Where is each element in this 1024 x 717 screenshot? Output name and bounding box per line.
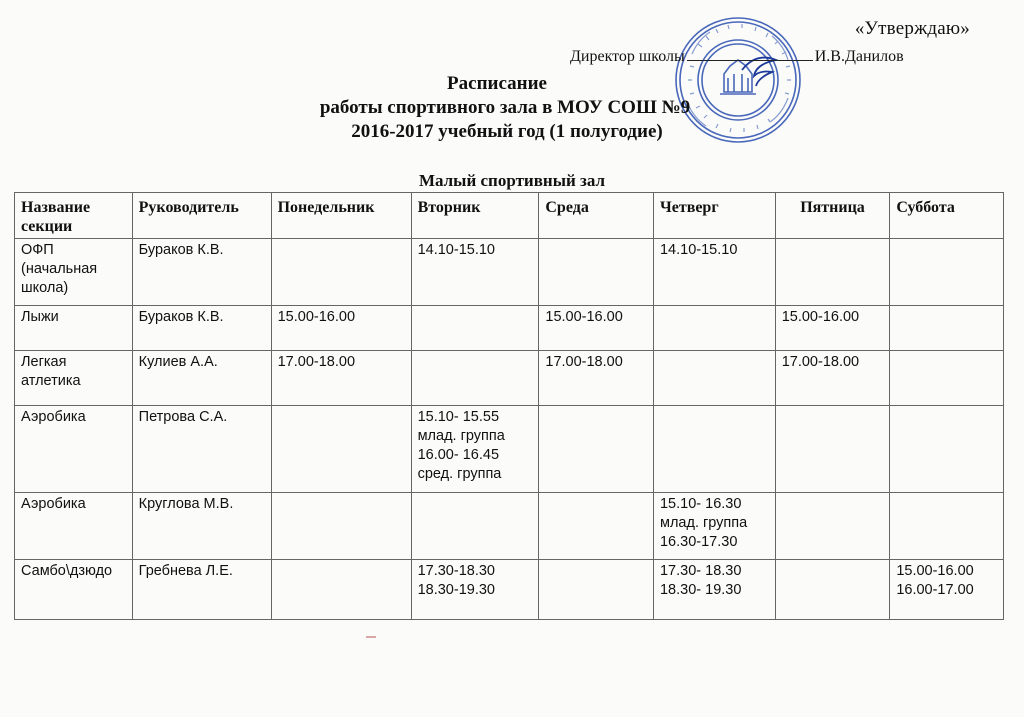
table-row [15, 306, 1004, 351]
time-line: 17.30- 18.30 [659, 563, 742, 579]
cell-thursday [653, 560, 775, 620]
cell-section: Самбо\дзюдо [15, 560, 133, 620]
cell-wednesday [539, 560, 654, 620]
cell-monday [271, 493, 411, 560]
group-line: млад. группа [417, 428, 505, 444]
document-title [0, 72, 1024, 144]
cell-saturday [890, 239, 1004, 306]
header-saturday: Суббота [890, 193, 1004, 239]
cell-tuesday [411, 351, 539, 406]
cell-friday [775, 239, 890, 306]
cell-wednesday [539, 493, 654, 560]
cell-thursday [653, 306, 775, 351]
cell-saturday [890, 306, 1004, 351]
cell-leader: Круглова М.В. [132, 493, 271, 560]
cell-tuesday [411, 306, 539, 351]
cell-saturday [890, 406, 1004, 493]
time-line: 15.10- 15.55 [417, 409, 500, 425]
cell-thursday [653, 406, 775, 493]
cell-section: Лыжи [15, 306, 133, 351]
cell-saturday [890, 560, 1004, 620]
cell-friday: 15.00-16.00 [775, 306, 890, 351]
table-row [15, 406, 1004, 493]
cell-monday: 15.00-16.00 [271, 306, 411, 351]
table-row [15, 560, 1004, 620]
cell-leader: Кулиев А.А. [132, 351, 271, 406]
cell-leader: Гребнева Л.Е. [132, 560, 271, 620]
time-line: 15.10- 16.30 [659, 496, 742, 512]
cell-saturday [890, 351, 1004, 406]
header-section: Название секции [15, 193, 133, 239]
time-line: 18.30- 19.30 [659, 582, 742, 598]
cell-wednesday [539, 239, 654, 306]
cell-section: Аэробика [15, 406, 133, 493]
title-line-3: 2016-2017 учебный год (1 полугодие) [351, 121, 663, 142]
time-line: 16.00- 16.45 [417, 447, 500, 463]
schedule-table [14, 192, 1004, 620]
cell-tuesday [411, 406, 539, 493]
paper-mark [366, 636, 376, 638]
cell-tuesday [411, 493, 539, 560]
signature-underline [687, 46, 813, 61]
table-row [15, 493, 1004, 560]
approval-heading: «Утверждаю» [854, 18, 970, 39]
cell-leader: Бураков К.В. [132, 239, 271, 306]
cell-friday: 17.00-18.00 [775, 351, 890, 406]
cell-saturday [890, 493, 1004, 560]
hall-name: Малый спортивный зал [418, 171, 606, 190]
time-line: 17.30-18.30 [417, 563, 495, 579]
cell-wednesday: 15.00-16.00 [539, 306, 654, 351]
table-row [15, 239, 1004, 306]
table-row [15, 351, 1004, 406]
cell-thursday [653, 493, 775, 560]
table-header-row [15, 193, 1004, 239]
header-thursday: Четверг [653, 193, 775, 239]
cell-friday [775, 406, 890, 493]
header-monday: Понедельник [271, 193, 411, 239]
title-line-1: Расписание [447, 73, 547, 94]
cell-friday [775, 493, 890, 560]
cell-tuesday: 14.10-15.10 [411, 239, 539, 306]
cell-monday [271, 406, 411, 493]
cell-section: ОФП (начальная школа) [15, 239, 133, 306]
cell-wednesday: 17.00-18.00 [539, 351, 654, 406]
cell-friday [775, 560, 890, 620]
title-line-2: работы спортивного зала в МОУ СОШ №9 [319, 97, 691, 118]
cell-section: Аэробика [15, 493, 133, 560]
header-friday: Пятница [775, 193, 890, 239]
cell-thursday: 14.10-15.10 [653, 239, 775, 306]
cell-leader: Петрова С.А. [132, 406, 271, 493]
time-line: 18.30-19.30 [417, 582, 495, 598]
group-line: сред. группа [417, 466, 502, 482]
header-tuesday: Вторник [411, 193, 539, 239]
cell-monday [271, 239, 411, 306]
group-line: млад. группа [659, 515, 748, 531]
cell-section: Легкая атлетика [15, 351, 133, 406]
header-leader: Руководитель [132, 193, 271, 239]
director-signature-line [570, 46, 904, 66]
time-line: 16.30-17.30 [659, 534, 738, 550]
header-wednesday: Среда [539, 193, 654, 239]
director-label: Директор школы [570, 48, 685, 65]
cell-tuesday [411, 560, 539, 620]
cell-leader: Бураков К.В. [132, 306, 271, 351]
time-line: 15.00-16.00 [896, 563, 974, 579]
director-name: И.В.Данилов [814, 48, 904, 65]
time-line: 16.00-17.00 [896, 582, 974, 598]
cell-wednesday [539, 406, 654, 493]
cell-monday: 17.00-18.00 [271, 351, 411, 406]
cell-monday [271, 560, 411, 620]
cell-thursday [653, 351, 775, 406]
